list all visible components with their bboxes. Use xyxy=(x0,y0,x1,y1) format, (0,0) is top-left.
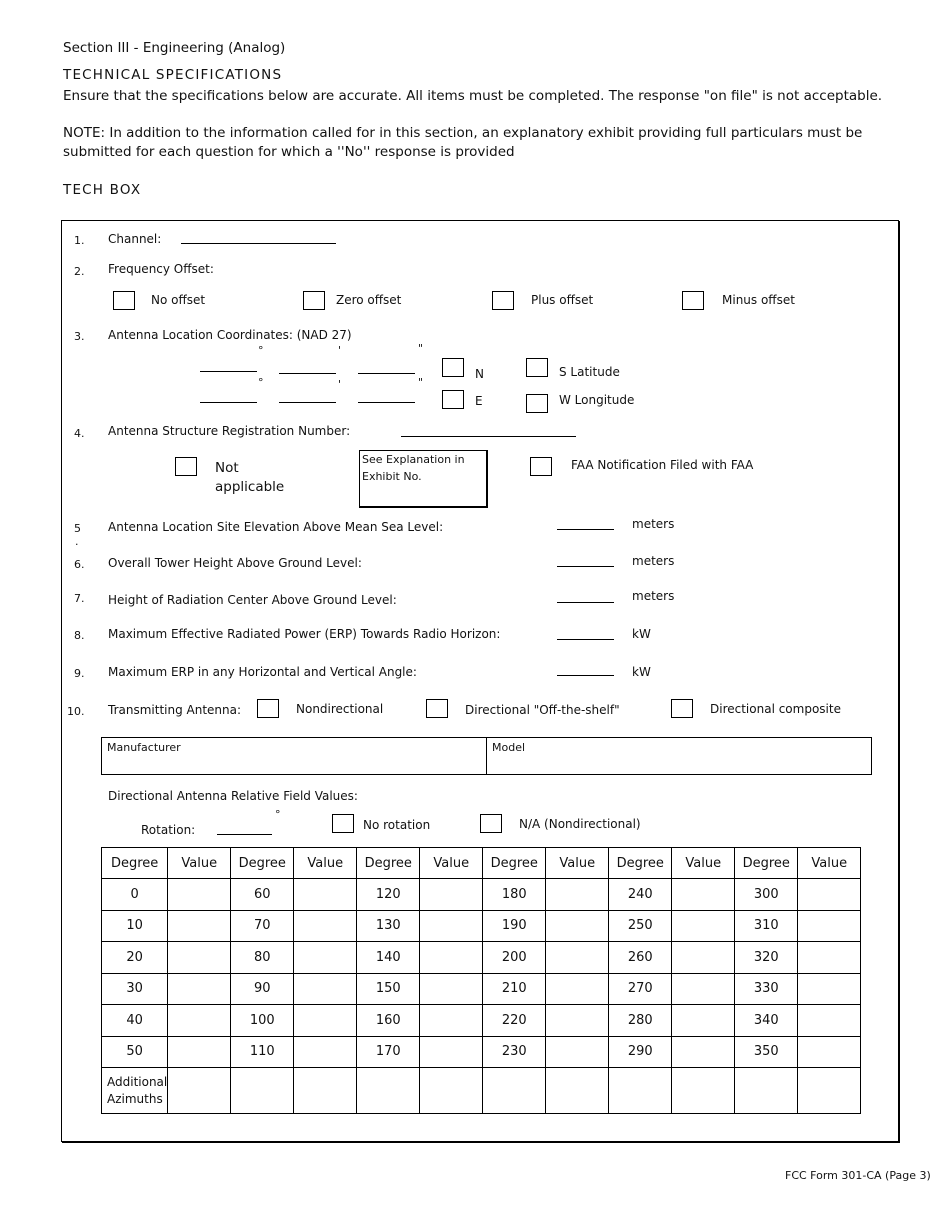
meters-unit: meters xyxy=(632,554,675,568)
table-row xyxy=(102,942,861,974)
transmitting-antenna-label: Transmitting Antenna: xyxy=(108,703,242,717)
zero-offset-label: Zero offset xyxy=(336,293,402,307)
longitude-seconds-input[interactable] xyxy=(358,402,415,403)
value-cell[interactable] xyxy=(546,973,609,1005)
radiation-center-label: Height of Radiation Center Above Ground Level: xyxy=(108,593,397,607)
value-cell[interactable] xyxy=(294,942,357,974)
item-number: 8. xyxy=(74,629,85,642)
form-footer: FCC Form 301-CA (Page 3) xyxy=(785,1169,931,1182)
site-elevation-input[interactable] xyxy=(557,529,614,530)
value-cell[interactable] xyxy=(798,973,861,1005)
field-values-table xyxy=(101,847,861,1114)
south-latitude-checkbox[interactable] xyxy=(526,358,548,377)
value-cell[interactable] xyxy=(294,1005,357,1037)
north-label: N xyxy=(475,367,484,381)
value-cell[interactable] xyxy=(798,879,861,911)
degree-cell: 290 xyxy=(609,1036,672,1068)
longitude-degrees-input[interactable] xyxy=(200,402,257,403)
value-header: Value xyxy=(798,848,861,879)
degree-cell: 310 xyxy=(735,910,798,942)
frequency-offset-label: Frequency Offset: xyxy=(108,262,214,276)
additional-azimuths-row xyxy=(102,1068,861,1114)
rotation-input[interactable] xyxy=(217,834,272,835)
directional-shelf-label: Directional "Off-the-shelf" xyxy=(465,703,620,717)
max-erp-horizon-input[interactable] xyxy=(557,639,614,640)
item-number: 4. xyxy=(74,427,85,440)
degree-cell: 190 xyxy=(483,910,546,942)
value-cell[interactable] xyxy=(798,1036,861,1068)
value-cell[interactable] xyxy=(168,879,231,911)
model-field[interactable]: Model xyxy=(492,741,526,754)
value-cell[interactable] xyxy=(168,1036,231,1068)
degree-cell: 170 xyxy=(357,1036,420,1068)
latitude-degrees-input[interactable] xyxy=(200,371,257,372)
degree-cell: 200 xyxy=(483,942,546,974)
north-checkbox[interactable] xyxy=(442,358,464,377)
see-explanation-label-1: See Explanation in xyxy=(362,453,465,466)
directional-composite-label: Directional composite xyxy=(710,702,841,716)
value-cell[interactable] xyxy=(420,1005,483,1037)
additional-azimuth-cell[interactable] xyxy=(735,1068,798,1114)
value-cell[interactable] xyxy=(546,1005,609,1037)
value-cell[interactable] xyxy=(672,910,735,942)
degree-cell: 330 xyxy=(735,973,798,1005)
additional-azimuth-cell[interactable] xyxy=(294,1068,357,1114)
degree-cell: 100 xyxy=(231,1005,294,1037)
asrn-input[interactable] xyxy=(401,436,576,437)
value-cell[interactable] xyxy=(420,1036,483,1068)
no-rotation-checkbox[interactable] xyxy=(332,814,354,833)
degree-header: Degree xyxy=(231,848,294,879)
kw-unit: kW xyxy=(632,627,651,641)
value-cell[interactable] xyxy=(546,910,609,942)
item-number: 5 xyxy=(74,522,81,535)
minus-offset-checkbox[interactable] xyxy=(682,291,704,310)
table-header-row xyxy=(102,848,861,879)
degree-cell: 0 xyxy=(102,879,168,911)
no-offset-checkbox[interactable] xyxy=(113,291,135,310)
value-cell[interactable] xyxy=(546,879,609,911)
degree-cell: 50 xyxy=(102,1036,168,1068)
item-number: 9. xyxy=(74,667,85,680)
degree-symbol: ° xyxy=(258,344,264,357)
degree-cell: 120 xyxy=(357,879,420,911)
degree-cell: 230 xyxy=(483,1036,546,1068)
east-label: E xyxy=(475,394,483,408)
degree-cell: 180 xyxy=(483,879,546,911)
value-header: Value xyxy=(672,848,735,879)
see-explanation-label-2: Exhibit No. xyxy=(362,470,422,483)
table-row xyxy=(102,879,861,911)
value-cell[interactable] xyxy=(420,879,483,911)
degree-cell: 320 xyxy=(735,942,798,974)
value-header: Value xyxy=(294,848,357,879)
coordinates-label: Antenna Location Coordinates: (NAD 27) xyxy=(108,328,352,342)
degree-cell: 250 xyxy=(609,910,672,942)
tech-specs-heading: TECHNICAL SPECIFICATIONS xyxy=(63,67,283,83)
degree-header: Degree xyxy=(735,848,798,879)
item-number: 7. xyxy=(74,592,85,605)
manufacturer-model-box xyxy=(101,737,872,775)
additional-azimuth-cell[interactable] xyxy=(357,1068,420,1114)
nondirectional-label: Nondirectional xyxy=(296,702,384,716)
item-number: 3. xyxy=(74,330,85,343)
degree-cell: 160 xyxy=(357,1005,420,1037)
value-cell[interactable] xyxy=(672,973,735,1005)
table-row xyxy=(102,973,861,1005)
degree-cell: 40 xyxy=(102,1005,168,1037)
additional-azimuth-cell[interactable] xyxy=(483,1068,546,1114)
plus-offset-checkbox[interactable] xyxy=(492,291,514,310)
value-header: Value xyxy=(420,848,483,879)
degree-cell: 70 xyxy=(231,910,294,942)
note-line-1: NOTE: In addition to the information called for in this section, an explanatory exhibit providing full particulars must be xyxy=(63,125,863,141)
tower-height-label: Overall Tower Height Above Ground Level: xyxy=(108,556,362,570)
degree-cell: 210 xyxy=(483,973,546,1005)
value-cell[interactable] xyxy=(420,973,483,1005)
ensure-text: Ensure that the specifications below are accurate. All items must be completed. The response "on file" is not acceptable. xyxy=(63,88,883,104)
note-line-2: submitted for each question for which a ''No'' response is provided xyxy=(63,144,515,160)
value-cell[interactable] xyxy=(672,1036,735,1068)
degree-cell: 260 xyxy=(609,942,672,974)
value-cell[interactable] xyxy=(798,1005,861,1037)
meters-unit: meters xyxy=(632,589,675,603)
value-cell[interactable] xyxy=(420,942,483,974)
degree-cell: 30 xyxy=(102,973,168,1005)
degree-cell: 80 xyxy=(231,942,294,974)
not-applicable-checkbox[interactable] xyxy=(175,457,197,476)
value-cell[interactable] xyxy=(672,879,735,911)
zero-offset-checkbox[interactable] xyxy=(303,291,325,310)
degree-cell: 10 xyxy=(102,910,168,942)
additional-azimuth-cell[interactable] xyxy=(798,1068,861,1114)
additional-label-line-1: Additional xyxy=(107,1074,168,1089)
additional-azimuth-cell[interactable] xyxy=(168,1068,231,1114)
max-erp-angle-label: Maximum ERP in any Horizontal and Vertical Angle: xyxy=(108,665,417,679)
degree-symbol: ° xyxy=(258,376,264,389)
channel-input[interactable] xyxy=(181,243,336,244)
value-cell[interactable] xyxy=(546,1036,609,1068)
value-cell[interactable] xyxy=(168,1005,231,1037)
value-cell[interactable] xyxy=(294,973,357,1005)
value-cell[interactable] xyxy=(294,910,357,942)
item-number: 6. xyxy=(74,558,85,571)
value-cell[interactable] xyxy=(168,973,231,1005)
item-number: 2. xyxy=(74,265,85,278)
na-nondirectional-checkbox[interactable] xyxy=(480,814,502,833)
additional-azimuth-cell[interactable] xyxy=(420,1068,483,1114)
value-cell[interactable] xyxy=(672,942,735,974)
degree-cell: 110 xyxy=(231,1036,294,1068)
degree-symbol: ° xyxy=(275,808,281,821)
minus-offset-label: Minus offset xyxy=(722,293,795,307)
degree-cell: 20 xyxy=(102,942,168,974)
value-cell[interactable] xyxy=(798,942,861,974)
value-cell[interactable] xyxy=(546,942,609,974)
degree-cell: 90 xyxy=(231,973,294,1005)
latitude-seconds-input[interactable] xyxy=(358,373,415,374)
degree-cell: 60 xyxy=(231,879,294,911)
east-checkbox[interactable] xyxy=(442,390,464,409)
table-row xyxy=(102,910,861,942)
radiation-center-input[interactable] xyxy=(557,602,614,603)
value-cell[interactable] xyxy=(168,942,231,974)
value-header: Value xyxy=(168,848,231,879)
degree-cell: 300 xyxy=(735,879,798,911)
degree-cell: 350 xyxy=(735,1036,798,1068)
plus-offset-label: Plus offset xyxy=(531,293,594,307)
additional-label-line-2: Azimuths xyxy=(107,1091,163,1106)
not-applicable-label-2: applicable xyxy=(215,479,285,495)
degree-cell: 130 xyxy=(357,910,420,942)
value-cell[interactable] xyxy=(294,879,357,911)
longitude-minutes-input[interactable] xyxy=(279,402,336,403)
second-symbol: " xyxy=(418,342,424,355)
no-rotation-label: No rotation xyxy=(363,818,431,832)
minute-symbol: ' xyxy=(338,378,342,391)
na-nondirectional-label: N/A (Nondirectional) xyxy=(519,817,641,831)
directional-shelf-checkbox[interactable] xyxy=(426,699,448,718)
additional-azimuth-cell[interactable] xyxy=(231,1068,294,1114)
additional-azimuth-cell[interactable] xyxy=(609,1068,672,1114)
item-number-dot: . xyxy=(75,535,79,548)
south-latitude-label: S Latitude xyxy=(559,365,620,379)
degree-header: Degree xyxy=(357,848,420,879)
max-erp-horizon-label: Maximum Effective Radiated Power (ERP) Towards Radio Horizon: xyxy=(108,627,501,641)
channel-label: Channel: xyxy=(108,232,162,246)
value-cell[interactable] xyxy=(294,1036,357,1068)
degree-cell: 280 xyxy=(609,1005,672,1037)
additional-azimuth-cell[interactable] xyxy=(546,1068,609,1114)
degree-cell: 220 xyxy=(483,1005,546,1037)
tower-height-input[interactable] xyxy=(557,566,614,567)
degree-cell: 270 xyxy=(609,973,672,1005)
table-row xyxy=(102,1005,861,1037)
item-number: 10. xyxy=(67,705,85,718)
degree-header: Degree xyxy=(483,848,546,879)
degree-header: Degree xyxy=(609,848,672,879)
table-row xyxy=(102,1036,861,1068)
west-longitude-label: W Longitude xyxy=(559,393,635,407)
site-elevation-label: Antenna Location Site Elevation Above Mean Sea Level: xyxy=(108,520,444,534)
degree-header: Degree xyxy=(102,848,168,879)
value-cell[interactable] xyxy=(672,1005,735,1037)
tech-box-heading: TECH BOX xyxy=(63,182,142,198)
degree-cell: 140 xyxy=(357,942,420,974)
degree-cell: 150 xyxy=(357,973,420,1005)
asrn-label: Antenna Structure Registration Number: xyxy=(108,424,351,438)
value-cell[interactable] xyxy=(420,910,483,942)
kw-unit: kW xyxy=(632,665,651,679)
latitude-minutes-input[interactable] xyxy=(279,373,336,374)
degree-cell: 340 xyxy=(735,1005,798,1037)
nondirectional-checkbox[interactable] xyxy=(257,699,279,718)
value-header: Value xyxy=(546,848,609,879)
value-cell[interactable] xyxy=(168,910,231,942)
degree-cell: 240 xyxy=(609,879,672,911)
max-erp-angle-input[interactable] xyxy=(557,675,614,676)
item-number: 1. xyxy=(74,234,85,247)
manufacturer-field[interactable]: Manufacturer xyxy=(107,741,181,754)
meters-unit: meters xyxy=(632,517,675,531)
additional-azimuth-cell[interactable] xyxy=(672,1068,735,1114)
west-longitude-checkbox[interactable] xyxy=(526,394,548,413)
not-applicable-label-1: Not xyxy=(215,460,239,476)
second-symbol: " xyxy=(418,376,424,389)
additional-azimuths-label xyxy=(102,1068,168,1114)
faa-checkbox[interactable] xyxy=(530,457,552,476)
value-cell[interactable] xyxy=(798,910,861,942)
directional-values-label: Directional Antenna Relative Field Values: xyxy=(108,789,358,803)
rotation-label: Rotation: xyxy=(141,823,196,837)
faa-label: FAA Notification Filed with FAA xyxy=(571,458,754,472)
section-title: Section III - Engineering (Analog) xyxy=(63,40,286,56)
no-offset-label: No offset xyxy=(151,293,206,307)
directional-composite-checkbox[interactable] xyxy=(671,699,693,718)
minute-symbol: ' xyxy=(338,344,342,357)
